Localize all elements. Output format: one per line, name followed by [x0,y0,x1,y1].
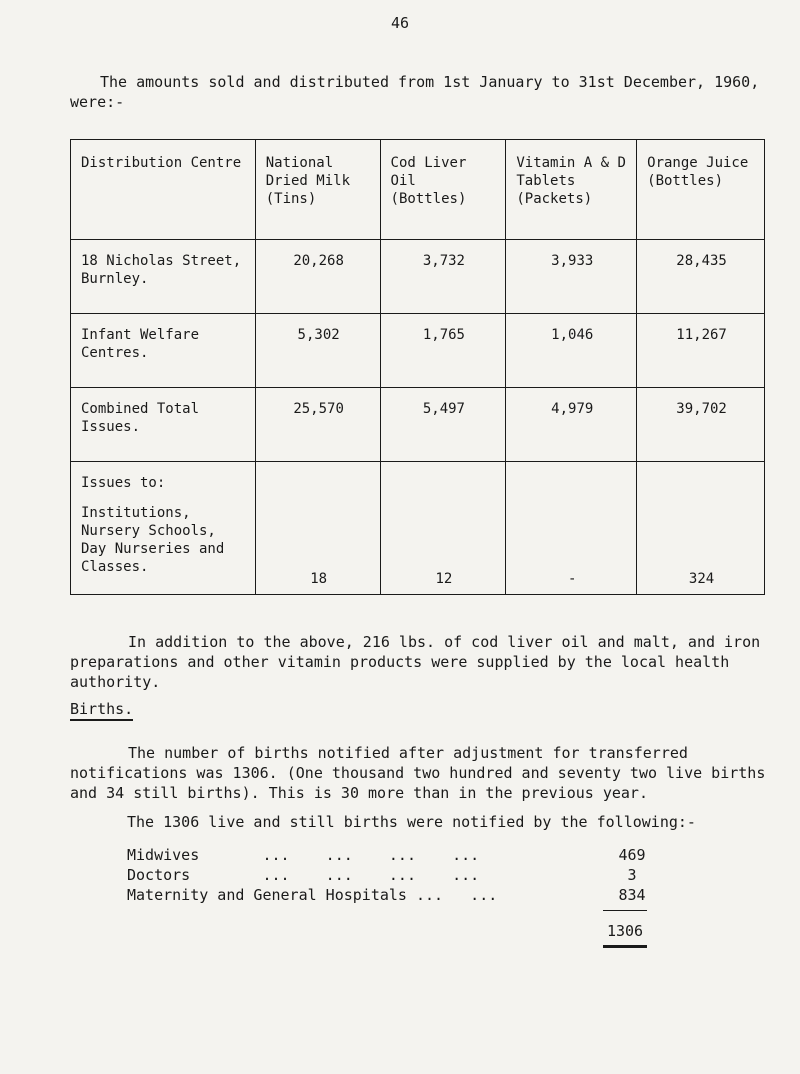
births-total: 1306 [606,922,644,940]
table-cell: 3,933 [506,240,637,314]
table-cell: 1,765 [380,314,506,388]
list-item [127,845,687,865]
table-header-row [71,140,765,240]
table-cell: 11,267 [637,314,765,388]
source-value: 834 [618,886,646,904]
source-label: Maternity and General Hospitals ... ... [127,886,498,904]
table-cell: 12 [380,462,506,595]
table-cell: 5,302 [255,314,380,388]
source-value: 469 [618,846,646,864]
header-vitamin-tablets: Vitamin A & D Tablets (Packets) [506,140,637,240]
table-cell: 18 [255,462,380,595]
list-item [127,885,687,905]
table-row [71,388,765,462]
table-cell: 20,268 [255,240,380,314]
addition-paragraph: In addition to the above, 216 lbs. of cod liver oil and malt, and iron preparations and other vitamin products were supplied by the local health authority. [70,633,761,691]
following-line: The 1306 live and still births were notified by the following:- [127,813,696,831]
table-cell: 1,046 [506,314,637,388]
header-orange-juice: Orange Juice (Bottles) [637,140,765,240]
row-label: Infant Welfare Centres. [71,314,256,388]
table-cell: - [506,462,637,595]
births-heading: Births. [70,700,133,721]
list-item [127,865,687,885]
table-cell: 25,570 [255,388,380,462]
issues-label: Institutions, Nursery Schools, Day Nurseries and Classes. [81,505,225,575]
intro-text: The amounts sold and distributed from 1st January to 31st December, 1960, were:- [70,73,760,111]
header-cod-liver-oil: Cod Liver Oil (Bottles) [380,140,506,240]
table-cell: 324 [637,462,765,595]
row-label: 18 Nicholas Street, Burnley. [71,240,256,314]
table-cell: 4,979 [506,388,637,462]
distribution-table [70,139,765,595]
table-row [71,240,765,314]
births-paragraph: The number of births notified after adjustment for transferred notifications was 1306. (One thousand two hundred and seventy two live births and 34 still births). This is 30 more than in the previous year. [70,744,766,802]
table-row [71,462,765,595]
source-label: Midwives ... ... ... ... [127,846,480,864]
table-cell: 39,702 [637,388,765,462]
intro-paragraph [70,72,770,112]
header-distribution-centre: Distribution Centre [71,140,256,240]
birth-sources-list [127,845,687,905]
source-label: Doctors ... ... ... ... [127,866,480,884]
issues-heading: Issues to: [81,475,166,491]
row-label-issues [71,462,256,595]
table-cell: 5,497 [380,388,506,462]
total-double-rule [603,945,647,948]
row-label: Combined Total Issues. [71,388,256,462]
table-cell: 28,435 [637,240,765,314]
header-national-dried-milk: National Dried Milk (Tins) [255,140,380,240]
table-cell: 3,732 [380,240,506,314]
table-row [71,314,765,388]
source-value: 3 [627,866,637,884]
page-number: 46 [390,14,410,32]
total-rule [603,910,647,911]
